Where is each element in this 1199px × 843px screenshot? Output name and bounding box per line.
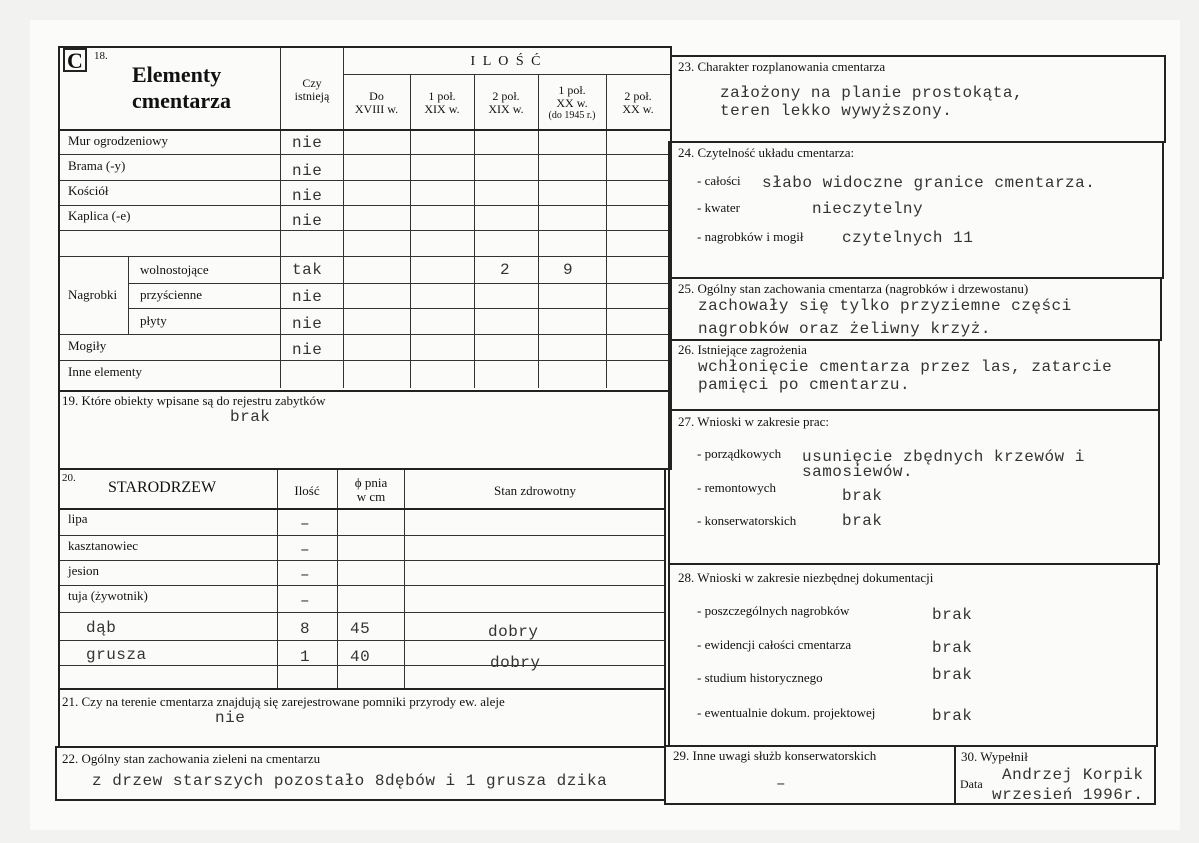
- section-24-row-nagrobkow-label: - nagrobków i mogił: [697, 229, 804, 244]
- section-28-row-2-value: brak: [932, 666, 973, 684]
- period-1-line1: 1 poł.: [428, 89, 456, 103]
- nagrobki-q4-wolnostojace: 9: [563, 261, 574, 279]
- row-exists-kaplica: nie: [292, 212, 323, 230]
- tree-health-dab: dobry: [488, 623, 539, 641]
- section-26-line1: wchłonięcie cmentarza przez las, zatarcie: [698, 358, 1113, 376]
- section-21-value: nie: [215, 709, 246, 727]
- nagrobki-exists-wolnostojace: tak: [292, 261, 323, 279]
- section-26-line2: pamięci po cmentarzu.: [698, 376, 911, 394]
- section-27-row-porzadkowych-value1: usunięcie zbędnych krzewów i: [802, 448, 1085, 466]
- section-28-row-0-value: brak: [932, 606, 973, 624]
- tree-qty-grusza: 1: [300, 648, 311, 666]
- period-header-0: [343, 90, 410, 116]
- section-28-row-1-label: - ewidencji całości cmentarza: [697, 637, 852, 652]
- col-diam-line2: w cm: [356, 489, 386, 505]
- section-23-label: 23. Charakter rozplanowania cmentarza: [678, 59, 886, 74]
- exists-header-line2: istnieją: [294, 89, 330, 104]
- elements-title-line2: cmentarza: [132, 88, 231, 113]
- period-2-line1: 2 poł.: [492, 89, 520, 103]
- mogily-label: Mogiły: [68, 338, 107, 353]
- section-27-row-konserwatorskich-value: brak: [842, 512, 883, 530]
- nagrobki-label: Nagrobki: [68, 287, 118, 302]
- section-28-row-2-label: - studium historycznego: [697, 670, 823, 685]
- section-25-label: 25. Ogólny stan zachowania cmentarza (nagrobków i drzewostanu): [678, 281, 1029, 296]
- section-25-line1: zachowały się tylko przyziemne części: [698, 297, 1072, 315]
- section-30-date: wrzesień 1996r.: [992, 786, 1144, 804]
- mogily-exists: nie: [292, 341, 323, 359]
- section-26-label: 26. Istniejące zagrożenia: [678, 342, 807, 357]
- period-header-1: [410, 90, 474, 116]
- section-30-name: Andrzej Korpik: [1002, 766, 1144, 784]
- tree-health-grusza: dobry: [490, 654, 541, 672]
- tree-qty-dab: 8: [300, 620, 311, 638]
- elements-title-line1: Elementy: [132, 62, 222, 87]
- section-28-label: 28. Wnioski w zakresie niezbędnej dokumentacji: [678, 570, 934, 585]
- nagrobki-exists-plyty: nie: [292, 315, 323, 333]
- section-29-label: 29. Inne uwagi służb konserwatorskich: [673, 748, 877, 763]
- quantity-header: I L O Ś Ć: [470, 54, 543, 69]
- section-27-row-remontowych-label: - remontowych: [697, 480, 777, 495]
- tree-species-kasztanowiec: kasztanowiec: [68, 538, 139, 553]
- tree-species-dab: dąb: [86, 619, 117, 637]
- nagrobki-row-wolnostojace: wolnostojące: [140, 262, 209, 277]
- section-28-row-3-label: - ewentualnie dokum. projektowej: [697, 705, 876, 720]
- period-3-line2: XX w.: [556, 96, 588, 111]
- period-3-line3: (do 1945 r.): [548, 110, 596, 122]
- nagrobki-row-plyty: płyty: [140, 313, 167, 328]
- section-28-row-3-value: brak: [932, 707, 973, 725]
- section-25-line2: nagrobków oraz żeliwny krzyż.: [698, 320, 991, 338]
- row-label-kosciol: Kościół: [68, 183, 109, 198]
- row-label-kaplica: Kaplica (-e): [68, 208, 131, 223]
- col-diam-line1: ϕ pnia: [354, 475, 388, 490]
- section-28-row-1-value: brak: [932, 639, 973, 657]
- section-27-row-konserwatorskich-label: - konserwatorskich: [697, 513, 797, 528]
- tree-qty-jesion: –: [300, 566, 311, 584]
- starodrzew-title: STARODRZEW: [108, 479, 217, 496]
- tree-qty-kasztanowiec: –: [300, 541, 311, 559]
- row-exists-brama: nie: [292, 162, 323, 180]
- section-24-row-kwater-value: nieczytelny: [812, 200, 924, 218]
- period-4-line2: XX w.: [622, 102, 654, 117]
- section-19-value: brak: [230, 408, 271, 426]
- tree-species-tuja: tuja (żywotnik): [68, 588, 148, 603]
- tree-qty-lipa: –: [300, 515, 311, 533]
- row-exists-kosciol: nie: [292, 187, 323, 205]
- nagrobki-q3-wolnostojace: 2: [500, 261, 511, 279]
- col-health-header: Stan zdrowotny: [494, 483, 576, 498]
- section-24-row-kwater-label: - kwater: [697, 200, 740, 215]
- section-24-row-calosci-label: - całości: [697, 173, 741, 188]
- col-qty-header: Ilość: [294, 483, 320, 498]
- tree-species-grusza: grusza: [86, 646, 147, 664]
- section-20-number: 20.: [62, 472, 76, 484]
- section-30-data-label: Data: [960, 777, 983, 791]
- row-label-brama: Brama (-y): [68, 158, 126, 173]
- inne-label: Inne elementy: [68, 364, 142, 379]
- period-2-line2: XIX w.: [488, 102, 524, 117]
- row-label-mur: Mur ogrodzeniowy: [68, 133, 169, 148]
- section-letter: C: [63, 48, 87, 72]
- section-24-row-calosci-value: słabo widoczne granice cmentarza.: [762, 174, 1096, 192]
- period-header-4: [606, 90, 670, 116]
- section-24-row-nagrobkow-value: czytelnych 11: [842, 229, 974, 247]
- col-diam-header: [338, 476, 404, 505]
- exists-header-line1: Czy: [302, 76, 322, 90]
- section-22-value: z drzew starszych pozostało 8dębów i 1 grusza dzika: [92, 772, 608, 790]
- section-18-number: 18.: [94, 50, 108, 62]
- period-0-line1: Do: [369, 89, 384, 103]
- section-23-line2: teren lekko wywyższony.: [720, 102, 953, 120]
- section-27-row-porzadkowych-label: - porządkowych: [697, 446, 782, 461]
- tree-diam-dab: 45: [350, 620, 371, 638]
- section-27-row-remontowych-value: brak: [842, 487, 883, 505]
- nagrobki-row-przyscienne: przyścienne: [140, 287, 203, 302]
- tree-diam-grusza: 40: [350, 648, 371, 666]
- section-27-row-porzadkowych-value2: samosiewów.: [802, 463, 914, 481]
- nagrobki-exists-przyscienne: nie: [292, 288, 323, 306]
- section-28-row-0-label: - poszczególnych nagrobków: [697, 603, 850, 618]
- exists-header: [282, 77, 342, 103]
- section-29-value: –: [776, 775, 787, 793]
- section-27-label: 27. Wnioski w zakresie prac:: [678, 414, 830, 429]
- tree-qty-tuja: –: [300, 592, 311, 610]
- period-4-line1: 2 poł.: [624, 89, 652, 103]
- section-22-label: 22. Ogólny stan zachowania zieleni na cmentarzu: [62, 751, 321, 766]
- period-0-line2: XVIII w.: [354, 102, 399, 117]
- period-1-line2: XIX w.: [424, 102, 460, 117]
- section-19-label: 19. Które obiekty wpisane są do rejestru zabytków: [62, 393, 326, 408]
- period-3-line1: 1 poł.: [558, 83, 586, 97]
- section-24-label: 24. Czytelność układu cmentarza:: [678, 145, 855, 160]
- period-header-2: [474, 90, 538, 116]
- section-30-label: 30. Wypełnił: [961, 749, 1028, 764]
- tree-species-jesion: jesion: [68, 563, 100, 578]
- row-exists-mur: nie: [292, 134, 323, 152]
- section-23-line1: założony na planie prostokąta,: [720, 84, 1024, 102]
- tree-species-lipa: lipa: [68, 511, 88, 526]
- section-21-label: 21. Czy na terenie cmentarza znajdują się zarejestrowane pomniki przyrody ew. aleje: [62, 694, 505, 709]
- period-header-3: [538, 84, 606, 121]
